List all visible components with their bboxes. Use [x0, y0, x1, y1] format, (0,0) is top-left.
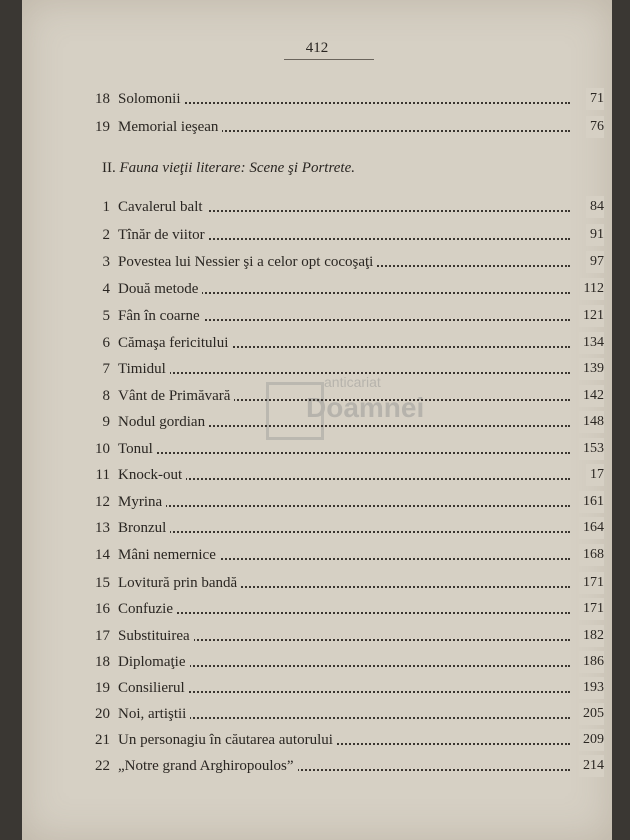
entry-number: 20: [95, 706, 110, 722]
entry-title: Un personagiu în căutarea autorului: [118, 729, 337, 751]
dot-leader: [122, 531, 570, 533]
entry-page: 153: [579, 438, 604, 460]
entry-page: 148: [579, 411, 604, 433]
entry-number: 18: [95, 654, 110, 670]
toc-entry: [22, 651, 612, 673]
entry-page: 112: [580, 278, 604, 300]
watermark-main-text: Doamnei: [306, 392, 425, 423]
entry-title: Noi, artiştii: [118, 703, 190, 725]
book-page: [22, 0, 612, 840]
entry-title: Lovitură prin bandă: [118, 572, 241, 594]
toc-entry: [22, 116, 612, 138]
section-roman-numeral: II.: [102, 160, 116, 176]
entry-number: 1: [102, 199, 110, 215]
entry-number: 5: [102, 308, 110, 324]
entry-number: 19: [95, 680, 110, 696]
entry-number: 14: [95, 547, 110, 563]
toc-entry: [22, 411, 612, 433]
toc-entry: [22, 385, 612, 407]
entry-page: 209: [579, 729, 604, 751]
entry-number: 9: [102, 414, 110, 430]
entry-number: 11: [95, 467, 110, 483]
toc-entry: [22, 438, 612, 460]
toc-entry: [22, 517, 612, 539]
toc-entry: [22, 729, 612, 751]
section-heading: [102, 160, 355, 177]
toc-entry: [22, 88, 612, 110]
toc-entry: [22, 572, 612, 594]
entry-title: Fân în coarne: [118, 305, 204, 327]
entry-title: Consilierul: [118, 677, 189, 699]
entry-title: Bronzul: [118, 517, 170, 539]
toc-entry: [22, 251, 612, 273]
dot-leader: [122, 372, 570, 374]
entry-page: 193: [579, 677, 604, 699]
toc-entry: [22, 755, 612, 777]
entry-title: Diplomaţie: [118, 651, 190, 673]
toc-entry: [22, 464, 612, 486]
entry-number: 8: [102, 388, 110, 404]
toc-entry: [22, 598, 612, 620]
dot-leader: [122, 478, 570, 480]
entry-number: 3: [102, 254, 110, 270]
entry-title: Solomonii: [118, 88, 185, 110]
toc-entry: [22, 224, 612, 246]
entry-page: 214: [579, 755, 604, 777]
entry-title: Substituirea: [118, 625, 194, 647]
dot-leader: [122, 691, 570, 693]
entry-title: Cavalerul balt: [118, 196, 207, 218]
entry-number: 2: [102, 227, 110, 243]
section-title: Fauna vieţii literare: Scene şi Portrete.: [119, 160, 355, 176]
toc-entry: [22, 305, 612, 327]
entry-number: 19: [95, 119, 110, 135]
entry-title: Myrina: [118, 491, 166, 513]
entry-page: 97: [586, 251, 604, 273]
entry-title: Confuzie: [118, 598, 177, 620]
toc-entry: [22, 491, 612, 513]
entry-title: Vânt de Primăvară: [118, 385, 234, 407]
entry-title: „Notre grand Arghiropoulos”: [118, 755, 298, 777]
toc-entry: [22, 278, 612, 300]
entry-page: 84: [586, 196, 604, 218]
entry-number: 16: [95, 601, 110, 617]
page-number-rule: [284, 59, 374, 60]
entry-number: 10: [95, 441, 110, 457]
toc-entry: [22, 544, 612, 566]
entry-number: 6: [102, 335, 110, 351]
entry-page: 164: [579, 517, 604, 539]
entry-title: Două metode: [118, 278, 202, 300]
entry-title: Knock-out: [118, 464, 186, 486]
entry-page: 186: [579, 651, 604, 673]
toc-entry: [22, 358, 612, 380]
entry-number: 22: [95, 758, 110, 774]
entry-number: 13: [95, 520, 110, 536]
dot-leader: [122, 102, 570, 104]
entry-number: 7: [102, 361, 110, 377]
entry-page: 91: [586, 224, 604, 246]
entry-page: 182: [579, 625, 604, 647]
entry-page: 134: [579, 332, 604, 354]
entry-page: 142: [579, 385, 604, 407]
entry-page: 76: [586, 116, 604, 138]
dot-leader: [122, 612, 570, 614]
entry-number: 18: [95, 91, 110, 107]
entry-page: 139: [579, 358, 604, 380]
entry-page: 171: [579, 572, 604, 594]
entry-title: Nodul gordian: [118, 411, 209, 433]
entry-page: 121: [579, 305, 604, 327]
entry-title: Cămaşa fericitului: [118, 332, 232, 354]
toc-entry: [22, 196, 612, 218]
entry-title: Mâni nemernice: [118, 544, 220, 566]
entry-page: 205: [579, 703, 604, 725]
entry-page: 71: [586, 88, 604, 110]
toc-entry: [22, 332, 612, 354]
entry-page: 168: [579, 544, 604, 566]
entry-title: Tînăr de viitor: [118, 224, 209, 246]
dot-leader: [122, 452, 570, 454]
entry-title: Timidul: [118, 358, 170, 380]
entry-title: Povestea lui Nessier şi a celor opt cocoşaţi: [118, 251, 377, 273]
entry-page: 171: [579, 598, 604, 620]
entry-number: 4: [102, 281, 110, 297]
entry-number: 12: [95, 494, 110, 510]
entry-title: Tonul: [118, 438, 157, 460]
toc-entry: [22, 703, 612, 725]
entry-number: 21: [95, 732, 110, 748]
toc-entry: [22, 625, 612, 647]
entry-page: 161: [579, 491, 604, 513]
entry-number: 15: [95, 575, 110, 591]
toc-entry: [22, 677, 612, 699]
entry-page: 17: [586, 464, 604, 486]
entry-title: Memorial ieşean: [118, 116, 222, 138]
watermark-top-text: anticariat: [324, 374, 381, 390]
page-number: 412: [305, 40, 329, 56]
entry-number: 17: [95, 628, 110, 644]
dot-leader: [122, 505, 570, 507]
